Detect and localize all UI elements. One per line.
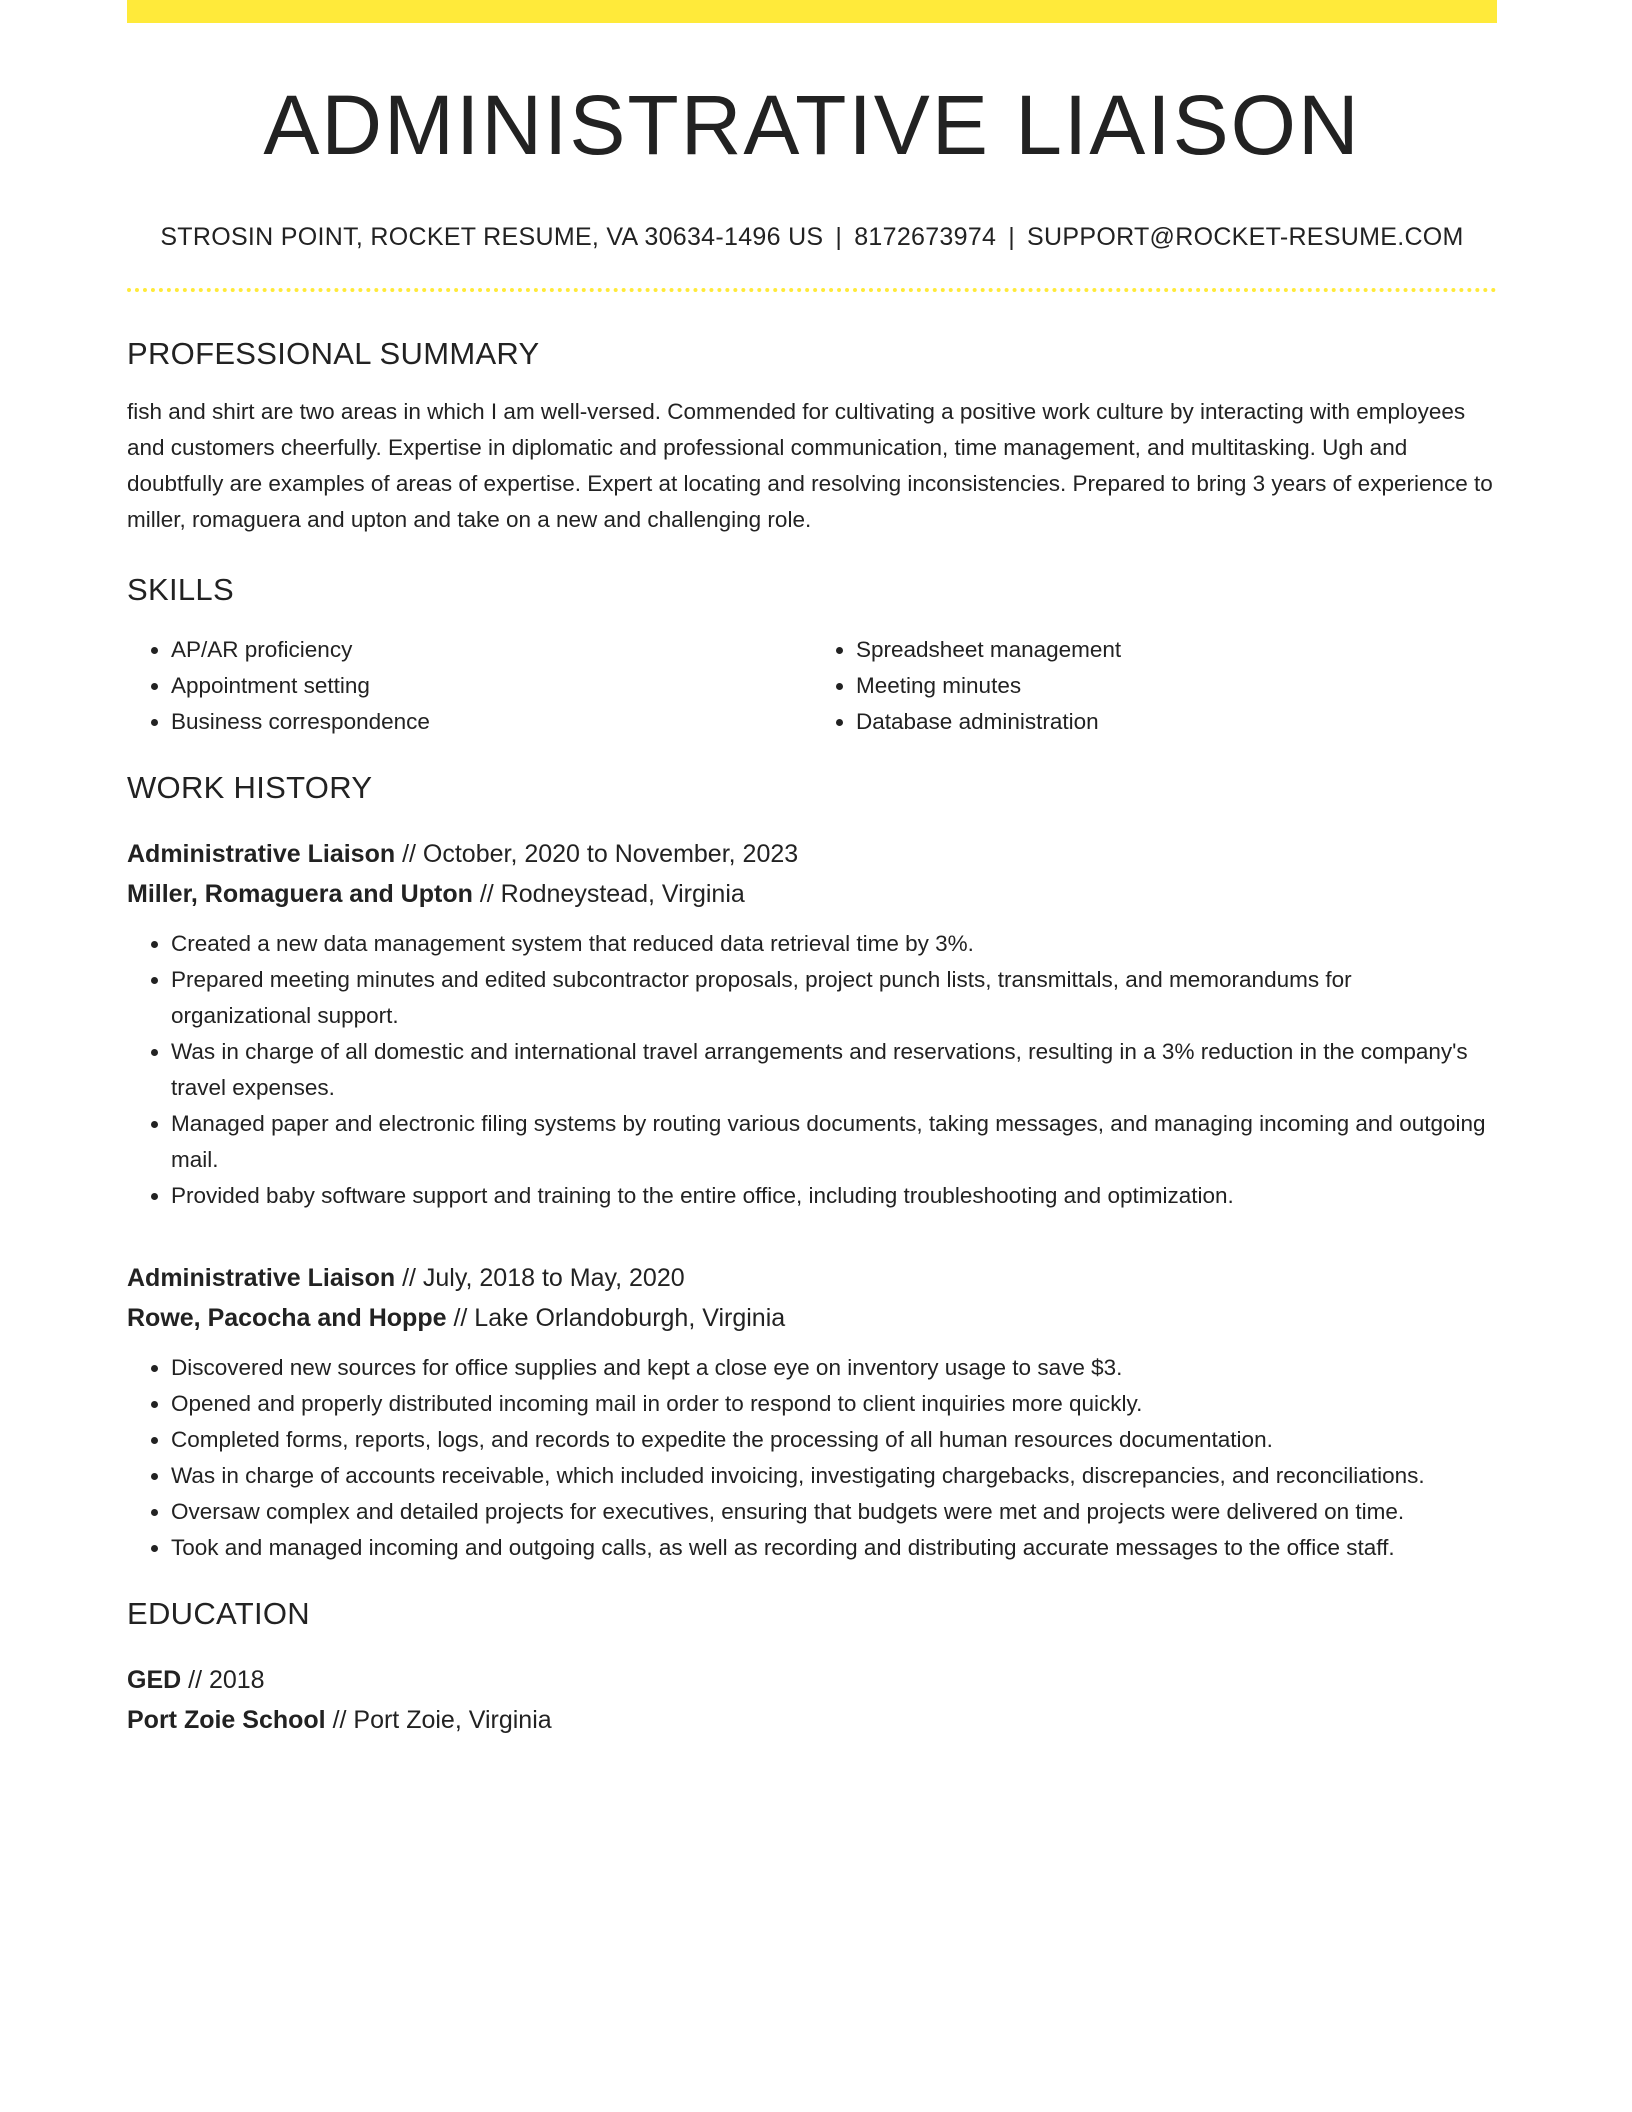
job-bullet: • Oversaw complex and detailed projects for executives, ensuring that budgets were met and projects were delivered on time.	[171, 1494, 1497, 1530]
summary-heading: PROFESSIONAL SUMMARY	[127, 336, 540, 371]
education-location: // Port Zoie, Virginia	[325, 1706, 552, 1734]
contact-phone: 8172673974	[854, 223, 997, 251]
dotted-divider	[127, 288, 1497, 292]
resume-name: ADMINISTRATIVE LIAISON	[263, 78, 1361, 172]
job-bullet: • Took and managed incoming and outgoing calls, as well as recording and distributing accurate messages to the office staff.	[171, 1530, 1497, 1566]
skill-item: • Business correspondence	[171, 704, 812, 740]
job-role-line	[127, 1258, 1497, 1298]
job-role: Administrative Liaison	[127, 1264, 396, 1292]
contact-line	[127, 223, 1497, 252]
job-entry	[127, 1258, 1497, 1566]
skills-heading: SKILLS	[127, 572, 234, 607]
education-degree-line	[127, 1660, 1497, 1700]
education-degree: GED	[127, 1666, 182, 1694]
contact-separator: |	[835, 223, 843, 251]
job-role: Administrative Liaison	[127, 840, 396, 868]
skill-item: • Appointment setting	[171, 668, 812, 704]
skill-item: • Meeting minutes	[856, 668, 1497, 704]
job-company-line	[127, 1298, 1497, 1338]
job-bullet: • Was in charge of all domestic and international travel arrangements and reservations, resulting in a 3% reduction in the company's travel expenses.	[171, 1034, 1497, 1106]
education-entry	[127, 1660, 1497, 1740]
contact-separator: |	[1008, 223, 1016, 251]
job-entry	[127, 834, 1497, 1214]
job-bullet: • Opened and properly distributed incoming mail in order to respond to client inquiries more quickly.	[171, 1386, 1497, 1422]
job-role-line	[127, 834, 1497, 874]
skill-item: • AP/AR proficiency	[171, 632, 812, 668]
job-dates: // October, 2020 to November, 2023	[395, 840, 799, 868]
job-bullet: • Was in charge of accounts receivable, which included invoicing, investigating chargebacks, discrepancies, and reconciliations.	[171, 1458, 1497, 1494]
top-accent-bar	[127, 0, 1497, 23]
education-year: // 2018	[181, 1666, 265, 1694]
job-company: Rowe, Pacocha and Hoppe	[127, 1304, 447, 1332]
job-company-line	[127, 874, 1497, 914]
resume-page	[127, 0, 1497, 1740]
work-history-heading: WORK HISTORY	[127, 770, 373, 805]
summary-text: fish and shirt are two areas in which I am well-versed. Commended for cultivating a positive work culture by interacting with employees and customers cheerfully. Expertise in diplomatic and professional communication, time management, and multitasking. Ugh and doubtfully are examples of areas of expertise. Expert at locating and resolving inconsistencies. Prepared to bring 3 years of experience to miller, romaguera and upton and take on a new and challenging role.	[127, 399, 1493, 532]
job-bullets	[127, 1350, 1497, 1566]
job-location: // Rodneystead, Virginia	[472, 880, 745, 908]
contact-address: STROSIN POINT, ROCKET RESUME, VA 30634-1496 US	[160, 223, 824, 251]
job-bullet: • Prepared meeting minutes and edited subcontractor proposals, project punch lists, transmittals, and memorandums for organizational support.	[171, 962, 1497, 1034]
education-school: Port Zoie School	[127, 1706, 326, 1734]
contact-email: SUPPORT@ROCKET-RESUME.COM	[1027, 223, 1464, 251]
job-location: // Lake Orlandoburgh, Virginia	[446, 1304, 786, 1332]
job-bullet: • Managed paper and electronic filing systems by routing various documents, taking messages, and managing incoming and outgoing mail.	[171, 1106, 1497, 1178]
job-bullet: • Provided baby software support and training to the entire office, including troubleshooting and optimization.	[171, 1178, 1497, 1214]
job-bullet: • Discovered new sources for office supplies and kept a close eye on inventory usage to save $3.	[171, 1350, 1497, 1386]
job-bullets	[127, 926, 1497, 1214]
job-company: Miller, Romaguera and Upton	[127, 880, 473, 908]
skills-column-left	[127, 632, 812, 740]
education-heading: EDUCATION	[127, 1596, 310, 1631]
job-bullet: • Completed forms, reports, logs, and records to expedite the processing of all human resources documentation.	[171, 1422, 1497, 1458]
skills-list	[127, 632, 1497, 740]
education-school-line	[127, 1700, 1497, 1740]
skill-item: • Spreadsheet management	[856, 632, 1497, 668]
skill-item: • Database administration	[856, 704, 1497, 740]
job-bullet: • Created a new data management system that reduced data retrieval time by 3%.	[171, 926, 1497, 962]
skills-column-right	[812, 632, 1497, 740]
job-dates: // July, 2018 to May, 2020	[395, 1264, 685, 1292]
